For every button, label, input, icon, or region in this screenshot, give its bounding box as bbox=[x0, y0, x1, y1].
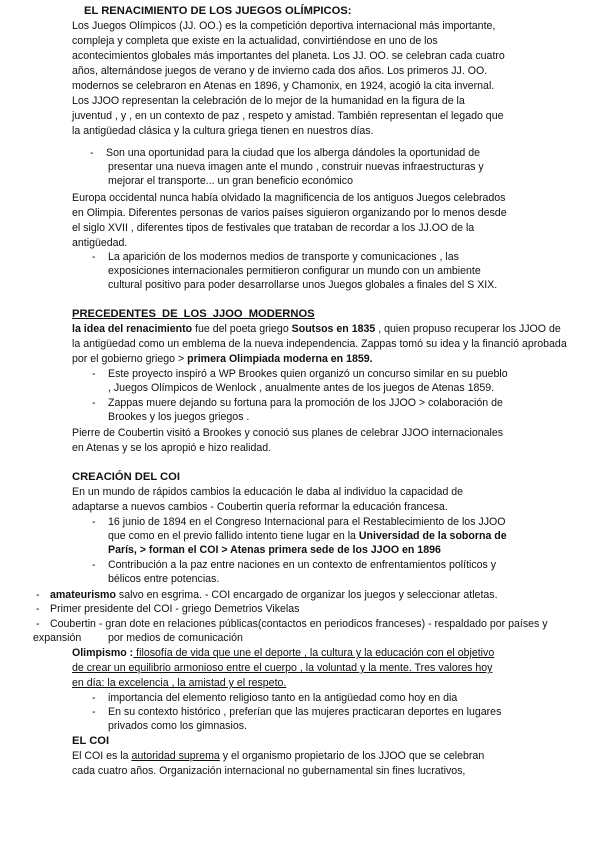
bullet-line: Son una oportunidad para la ciudad que los alberga dándoles la oportunidad de bbox=[106, 147, 481, 159]
bold-text: amateurismo bbox=[50, 589, 116, 601]
olimpismo-line: de crear un equilibrio armonioso entre el cuerpo , la voluntad y la mente. Tres valores hoy bbox=[72, 662, 493, 674]
paragraph-line: Los JJOO representan la celebración de lo mejor de la humanidad en la figura de la bbox=[72, 95, 465, 107]
paragraph-line bbox=[72, 749, 484, 763]
bullet-dash: - bbox=[92, 559, 96, 571]
bullet-line: , Juegos Olímpicos de Wenlock , anualmente antes de los juegos de Atenas 1859. bbox=[108, 382, 495, 394]
paragraph-line: Pierre de Coubertin visitó a Brookes y conoció sus planes de celebrar JJOO internacionales bbox=[72, 427, 504, 439]
bullet-line: expansión bbox=[33, 632, 82, 644]
bullet-line: privados como los gimnasios. bbox=[108, 720, 247, 732]
bold-text: primera Olimpiada moderna en 1859. bbox=[187, 353, 373, 365]
bullet-line: importancia del elemento religioso tanto en la antigüedad como hoy en dia bbox=[108, 692, 458, 704]
paragraph-line bbox=[72, 322, 561, 336]
olimpismo-line bbox=[72, 646, 494, 660]
paragraph-line: en Olimpia. Diferentes personas de varios países siguieron organizando por lo menos desde bbox=[72, 207, 507, 219]
bullet-line: presentar una nueva imagen ante el mundo , construir nuevas infraestructuras y bbox=[108, 161, 484, 173]
paragraph-line: la antigüedad como un emblema de la nueva independencia. Zappas tomó su idea y la financió aprobada bbox=[72, 338, 567, 350]
paragraph-line: Los Juegos Olímpicos (JJ. OO.) es la competición deportiva internacional más importante, bbox=[72, 20, 496, 32]
paragraph-line: la antigüedad clásica y la cultura griega tienen en nuestros días. bbox=[72, 125, 374, 137]
bullet-line: 16 junio de 1894 en el Congreso Internacional para el Restablecimiento de los JJOO bbox=[108, 516, 506, 528]
paragraph-line: acontecimientos globales más importantes del planeta. Los JJ. OO. se celebran cada cuatro bbox=[72, 50, 505, 62]
bullet-dash: - bbox=[92, 368, 96, 380]
bullet-line: Este proyecto inspiró a WP Brookes quien organizó un concurso similar en su pueblo bbox=[108, 368, 508, 380]
text: y el organismo propietario de los JJOO que se celebran bbox=[219, 750, 485, 762]
section-title-el-coi: EL COI bbox=[72, 735, 110, 747]
paragraph-line: Europa occidental nunca había olvidado la magnificencia de los antiguos Juegos celebrados bbox=[72, 192, 506, 204]
document-title: EL RENACIMIENTO DE LOS JUEGOS OLÍMPICOS: bbox=[84, 5, 352, 17]
bold-text: Universidad de la soborna de bbox=[358, 530, 507, 542]
text: por el gobierno griego > bbox=[72, 353, 188, 365]
bullet-dash: - bbox=[92, 397, 96, 409]
paragraph-line: En un mundo de rápidos cambios la educación le daba al individuo la capacidad de bbox=[72, 486, 464, 498]
paragraph-line: modernos se celebraron en Atenas en 1896, y Chamonix, en 1924, acogió la cita invernal. bbox=[72, 80, 495, 92]
bullet-line: Primer presidente del COI - griego Demetrios Vikelas bbox=[50, 603, 300, 615]
bullet-line: En su contexto histórico , preferían que las mujeres practicaran deportes en lugares bbox=[108, 706, 502, 718]
bullet-dash: - bbox=[36, 589, 40, 601]
bullet-dash: - bbox=[92, 251, 96, 263]
bullet-line: Zappas muere dejando su fortuna para la promoción de los JJOO > colaboración de bbox=[108, 397, 503, 409]
paragraph-line: juventud , y , en un contexto de paz , respeto y amistad. También representan el legado que bbox=[72, 110, 504, 122]
bold-text: Olimpismo : bbox=[72, 647, 134, 659]
text: El COI es la bbox=[72, 750, 132, 762]
underlined-text: autoridad suprema bbox=[131, 750, 220, 762]
bold-text: Soutsos en 1835 bbox=[291, 323, 376, 335]
bullet-dash: - bbox=[92, 706, 96, 718]
paragraph-line: adaptarse a nuevos cambios - Coubertin quería reformar la educación francesa. bbox=[72, 501, 448, 513]
text: fue del poeta griego bbox=[192, 323, 292, 335]
section-title-creacion: CREACIÓN DEL COI bbox=[72, 471, 180, 483]
bullet-dash: - bbox=[92, 516, 96, 528]
bold-text: la idea del renacimiento bbox=[72, 323, 193, 335]
bullet-line: por medios de comunicación bbox=[108, 632, 243, 644]
text: que como en el previo fallido intento tiene lugar en la bbox=[108, 530, 359, 542]
bullet-line: Brookes y los juegos griegos . bbox=[108, 411, 250, 423]
paragraph-line: compleja y completa que existe en la actualidad, convirtiéndose en uno de los bbox=[72, 35, 438, 47]
paragraph-line: cada cuatro años. Organización internacional no gubernamental sin fines lucrativos, bbox=[72, 765, 466, 777]
text: , quien propuso recuperar los JJOO de bbox=[375, 323, 561, 335]
bullet-line: Contribución a la paz entre naciones en un contexto de enfrentamientos políticos y bbox=[108, 559, 497, 571]
bullet-dash: - bbox=[36, 603, 40, 615]
paragraph-line: el siglo XVII , diferentes tipos de festivales que trataban de recordar a los JJ.OO de la bbox=[72, 222, 475, 234]
olimpismo-line: en día: la excelencia , la amistad y el respeto. bbox=[72, 677, 287, 689]
section-title-precedentes: PRECEDENTES DE LOS JJOO MODERNOS bbox=[72, 308, 315, 320]
bullet-dash: - bbox=[36, 618, 40, 630]
underlined-text: filosofía de vida que une el deporte , la cultura y la educación con el objetivo bbox=[133, 647, 495, 659]
bullet-line: La aparición de los modernos medios de transporte y comunicaciones , las bbox=[108, 251, 459, 263]
bullet-dash: - bbox=[92, 692, 96, 704]
text: salvo en esgrima. - COI encargado de organizar los juegos y seleccionar atletas. bbox=[115, 589, 498, 601]
bullet-line: Coubertin - gran dote en relaciones públicas(contactos en periodicos franceses) - respaldado por países y bbox=[50, 618, 548, 630]
bullet-line: exposiciones internacionales permitieron configurar un mundo con un ambiente bbox=[108, 265, 481, 277]
bullet-line: cultural positivo para poder desarrollarse unos Juegos globales a finales del S XIX. bbox=[108, 279, 498, 291]
paragraph-line: en Atenas y se los apropió e hizo realidad. bbox=[72, 442, 272, 454]
bullet-line: mejorar el transporte... un gran beneficio económico bbox=[108, 175, 353, 187]
bullet-line: París, > forman el COI > Atenas primera sede de los JJOO en 1896 bbox=[108, 544, 441, 556]
bullet-line: bélicos entre potencias. bbox=[108, 573, 220, 585]
paragraph-line: años, alternándose juegos de verano y de invierno cada dos años. Los primeros JJ. OO. bbox=[72, 65, 488, 77]
paragraph-line: antigüedad. bbox=[72, 237, 128, 249]
bullet-line bbox=[108, 529, 507, 543]
bullet-line bbox=[50, 588, 498, 602]
paragraph-line bbox=[72, 352, 373, 366]
bullet-dash: - bbox=[90, 147, 94, 159]
